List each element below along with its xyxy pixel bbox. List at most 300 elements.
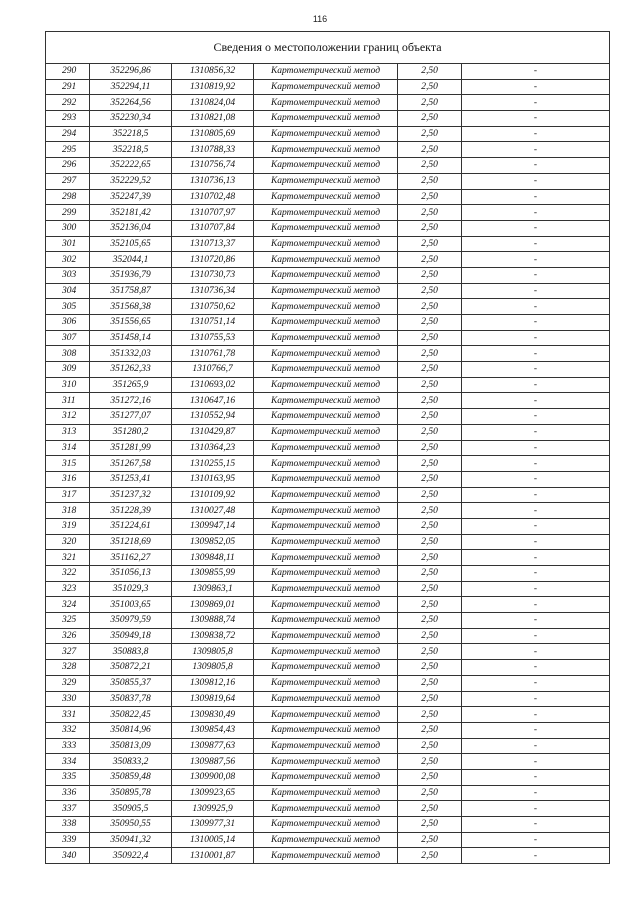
accuracy-cell: 2,50 [398, 377, 462, 393]
table-row [46, 126, 610, 142]
x-coordinate-cell: 350855,37 [90, 675, 172, 691]
accuracy-cell: 2,50 [398, 660, 462, 676]
y-coordinate-cell: 1310255,15 [172, 456, 254, 472]
y-coordinate-cell: 1309869,01 [172, 597, 254, 613]
x-coordinate-cell: 352222,65 [90, 158, 172, 174]
description-cell: - [462, 503, 610, 519]
point-number-cell: 316 [46, 471, 90, 487]
table-row [46, 283, 610, 299]
method-cell: Картометрический метод [254, 79, 398, 95]
y-coordinate-cell: 1310736,13 [172, 173, 254, 189]
x-coordinate-cell: 351162,27 [90, 550, 172, 566]
table-row [46, 738, 610, 754]
table-row [46, 409, 610, 425]
point-number-cell: 330 [46, 691, 90, 707]
accuracy-cell: 2,50 [398, 707, 462, 723]
method-cell: Картометрический метод [254, 518, 398, 534]
method-cell: Картометрический метод [254, 362, 398, 378]
point-number-cell: 305 [46, 299, 90, 315]
accuracy-cell: 2,50 [398, 518, 462, 534]
description-cell: - [462, 722, 610, 738]
method-cell: Картометрический метод [254, 111, 398, 127]
point-number-cell: 333 [46, 738, 90, 754]
method-cell: Картометрический метод [254, 707, 398, 723]
accuracy-cell: 2,50 [398, 79, 462, 95]
accuracy-cell: 2,50 [398, 487, 462, 503]
x-coordinate-cell: 351265,9 [90, 377, 172, 393]
table-row [46, 111, 610, 127]
method-cell: Картометрический метод [254, 832, 398, 848]
description-cell: - [462, 393, 610, 409]
y-coordinate-cell: 1310788,33 [172, 142, 254, 158]
point-number-cell: 321 [46, 550, 90, 566]
table-row [46, 581, 610, 597]
method-cell: Картометрический метод [254, 456, 398, 472]
point-number-cell: 292 [46, 95, 90, 111]
accuracy-cell: 2,50 [398, 205, 462, 221]
y-coordinate-cell: 1309805,8 [172, 644, 254, 660]
x-coordinate-cell: 350814,96 [90, 722, 172, 738]
y-coordinate-cell: 1310756,74 [172, 158, 254, 174]
y-coordinate-cell: 1310702,48 [172, 189, 254, 205]
accuracy-cell: 2,50 [398, 330, 462, 346]
y-coordinate-cell: 1310364,23 [172, 440, 254, 456]
y-coordinate-cell: 1310751,14 [172, 315, 254, 331]
point-number-cell: 332 [46, 722, 90, 738]
description-cell: - [462, 738, 610, 754]
y-coordinate-cell: 1309925,9 [172, 801, 254, 817]
point-number-cell: 299 [46, 205, 90, 221]
y-coordinate-cell: 1310713,37 [172, 236, 254, 252]
y-coordinate-cell: 1310761,78 [172, 346, 254, 362]
table-row [46, 393, 610, 409]
table-row [46, 299, 610, 315]
y-coordinate-cell: 1310819,92 [172, 79, 254, 95]
point-number-cell: 337 [46, 801, 90, 817]
x-coordinate-cell: 352294,11 [90, 79, 172, 95]
method-cell: Картометрический метод [254, 566, 398, 582]
point-number-cell: 331 [46, 707, 90, 723]
table-row [46, 754, 610, 770]
method-cell: Картометрический метод [254, 691, 398, 707]
y-coordinate-cell: 1310163,95 [172, 471, 254, 487]
x-coordinate-cell: 351253,41 [90, 471, 172, 487]
y-coordinate-cell: 1309848,11 [172, 550, 254, 566]
accuracy-cell: 2,50 [398, 409, 462, 425]
table-row [46, 566, 610, 582]
accuracy-cell: 2,50 [398, 832, 462, 848]
table-row [46, 267, 610, 283]
point-number-cell: 320 [46, 534, 90, 550]
description-cell: - [462, 597, 610, 613]
description-cell: - [462, 111, 610, 127]
x-coordinate-cell: 352264,56 [90, 95, 172, 111]
method-cell: Картометрический метод [254, 409, 398, 425]
point-number-cell: 297 [46, 173, 90, 189]
description-cell: - [462, 236, 610, 252]
table-row [46, 660, 610, 676]
method-cell: Картометрический метод [254, 424, 398, 440]
y-coordinate-cell: 1310552,94 [172, 409, 254, 425]
description-cell: - [462, 628, 610, 644]
method-cell: Картометрический метод [254, 660, 398, 676]
point-number-cell: 294 [46, 126, 90, 142]
table-row [46, 785, 610, 801]
table-row [46, 64, 610, 80]
y-coordinate-cell: 1310750,62 [172, 299, 254, 315]
accuracy-cell: 2,50 [398, 738, 462, 754]
point-number-cell: 324 [46, 597, 90, 613]
y-coordinate-cell: 1309887,56 [172, 754, 254, 770]
table-row [46, 158, 610, 174]
y-coordinate-cell: 1310005,14 [172, 832, 254, 848]
point-number-cell: 308 [46, 346, 90, 362]
point-number-cell: 335 [46, 769, 90, 785]
method-cell: Картометрический метод [254, 142, 398, 158]
x-coordinate-cell: 351267,58 [90, 456, 172, 472]
description-cell: - [462, 346, 610, 362]
method-cell: Картометрический метод [254, 613, 398, 629]
accuracy-cell: 2,50 [398, 440, 462, 456]
description-cell: - [462, 95, 610, 111]
x-coordinate-cell: 350941,32 [90, 832, 172, 848]
method-cell: Картометрический метод [254, 126, 398, 142]
y-coordinate-cell: 1310429,87 [172, 424, 254, 440]
y-coordinate-cell: 1309805,8 [172, 660, 254, 676]
x-coordinate-cell: 352229,52 [90, 173, 172, 189]
point-number-cell: 339 [46, 832, 90, 848]
point-number-cell: 326 [46, 628, 90, 644]
table-row [46, 377, 610, 393]
table-row [46, 236, 610, 252]
description-cell: - [462, 377, 610, 393]
table-row [46, 95, 610, 111]
point-number-cell: 334 [46, 754, 90, 770]
method-cell: Картометрический метод [254, 503, 398, 519]
point-number-cell: 317 [46, 487, 90, 503]
x-coordinate-cell: 351568,38 [90, 299, 172, 315]
x-coordinate-cell: 352296,86 [90, 64, 172, 80]
table-row [46, 518, 610, 534]
accuracy-cell: 2,50 [398, 722, 462, 738]
x-coordinate-cell: 351556,65 [90, 315, 172, 331]
point-number-cell: 322 [46, 566, 90, 582]
description-cell: - [462, 267, 610, 283]
method-cell: Картометрический метод [254, 550, 398, 566]
point-number-cell: 291 [46, 79, 90, 95]
table-row [46, 691, 610, 707]
accuracy-cell: 2,50 [398, 785, 462, 801]
accuracy-cell: 2,50 [398, 581, 462, 597]
method-cell: Картометрический метод [254, 173, 398, 189]
table-row [46, 315, 610, 331]
y-coordinate-cell: 1309830,49 [172, 707, 254, 723]
y-coordinate-cell: 1309923,65 [172, 785, 254, 801]
accuracy-cell: 2,50 [398, 534, 462, 550]
method-cell: Картометрический метод [254, 220, 398, 236]
method-cell: Картометрический метод [254, 754, 398, 770]
method-cell: Картометрический метод [254, 236, 398, 252]
accuracy-cell: 2,50 [398, 424, 462, 440]
x-coordinate-cell: 352136,04 [90, 220, 172, 236]
point-number-cell: 307 [46, 330, 90, 346]
method-cell: Картометрический метод [254, 158, 398, 174]
accuracy-cell: 2,50 [398, 644, 462, 660]
description-cell: - [462, 456, 610, 472]
point-number-cell: 328 [46, 660, 90, 676]
y-coordinate-cell: 1309838,72 [172, 628, 254, 644]
description-cell: - [462, 471, 610, 487]
x-coordinate-cell: 350859,48 [90, 769, 172, 785]
point-number-cell: 340 [46, 848, 90, 864]
table-row [46, 487, 610, 503]
table-row [46, 173, 610, 189]
table-row [46, 346, 610, 362]
y-coordinate-cell: 1309852,05 [172, 534, 254, 550]
x-coordinate-cell: 350872,21 [90, 660, 172, 676]
table-row [46, 675, 610, 691]
y-coordinate-cell: 1309977,31 [172, 817, 254, 833]
table-row [46, 424, 610, 440]
y-coordinate-cell: 1310109,92 [172, 487, 254, 503]
accuracy-cell: 2,50 [398, 158, 462, 174]
table-row [46, 817, 610, 833]
x-coordinate-cell: 351003,65 [90, 597, 172, 613]
table-row [46, 613, 610, 629]
y-coordinate-cell: 1310824,04 [172, 95, 254, 111]
table-row [46, 252, 610, 268]
table-row [46, 722, 610, 738]
method-cell: Картометрический метод [254, 471, 398, 487]
y-coordinate-cell: 1309863,1 [172, 581, 254, 597]
x-coordinate-cell: 350895,78 [90, 785, 172, 801]
accuracy-cell: 2,50 [398, 393, 462, 409]
table-row [46, 142, 610, 158]
x-coordinate-cell: 350949,18 [90, 628, 172, 644]
method-cell: Картометрический метод [254, 267, 398, 283]
description-cell: - [462, 252, 610, 268]
point-number-cell: 296 [46, 158, 90, 174]
point-number-cell: 338 [46, 817, 90, 833]
accuracy-cell: 2,50 [398, 267, 462, 283]
x-coordinate-cell: 350979,59 [90, 613, 172, 629]
description-cell: - [462, 315, 610, 331]
x-coordinate-cell: 350950,55 [90, 817, 172, 833]
point-number-cell: 310 [46, 377, 90, 393]
method-cell: Картометрический метод [254, 817, 398, 833]
method-cell: Картометрический метод [254, 597, 398, 613]
method-cell: Картометрический метод [254, 330, 398, 346]
method-cell: Картометрический метод [254, 346, 398, 362]
description-cell: - [462, 440, 610, 456]
y-coordinate-cell: 1310821,08 [172, 111, 254, 127]
method-cell: Картометрический метод [254, 738, 398, 754]
description-cell: - [462, 424, 610, 440]
description-cell: - [462, 64, 610, 80]
y-coordinate-cell: 1310730,73 [172, 267, 254, 283]
accuracy-cell: 2,50 [398, 315, 462, 331]
method-cell: Картометрический метод [254, 283, 398, 299]
point-number-cell: 336 [46, 785, 90, 801]
point-number-cell: 311 [46, 393, 90, 409]
y-coordinate-cell: 1310736,34 [172, 283, 254, 299]
description-cell: - [462, 817, 610, 833]
description-cell: - [462, 675, 610, 691]
point-number-cell: 293 [46, 111, 90, 127]
description-cell: - [462, 330, 610, 346]
x-coordinate-cell: 350813,09 [90, 738, 172, 754]
table-row [46, 534, 610, 550]
table-row [46, 362, 610, 378]
table-row [46, 597, 610, 613]
description-cell: - [462, 581, 610, 597]
point-number-cell: 312 [46, 409, 90, 425]
y-coordinate-cell: 1309877,63 [172, 738, 254, 754]
description-cell: - [462, 832, 610, 848]
x-coordinate-cell: 351936,79 [90, 267, 172, 283]
method-cell: Картометрический метод [254, 785, 398, 801]
point-number-cell: 300 [46, 220, 90, 236]
x-coordinate-cell: 351280,2 [90, 424, 172, 440]
x-coordinate-cell: 351332,03 [90, 346, 172, 362]
x-coordinate-cell: 352247,39 [90, 189, 172, 205]
point-number-cell: 329 [46, 675, 90, 691]
accuracy-cell: 2,50 [398, 503, 462, 519]
accuracy-cell: 2,50 [398, 817, 462, 833]
x-coordinate-cell: 351056,13 [90, 566, 172, 582]
y-coordinate-cell: 1309819,64 [172, 691, 254, 707]
x-coordinate-cell: 351272,16 [90, 393, 172, 409]
accuracy-cell: 2,50 [398, 675, 462, 691]
x-coordinate-cell: 352044,1 [90, 252, 172, 268]
point-number-cell: 295 [46, 142, 90, 158]
point-number-cell: 325 [46, 613, 90, 629]
table-row [46, 628, 610, 644]
table-row [46, 832, 610, 848]
accuracy-cell: 2,50 [398, 236, 462, 252]
description-cell: - [462, 79, 610, 95]
method-cell: Картометрический метод [254, 377, 398, 393]
description-cell: - [462, 220, 610, 236]
table-row [46, 220, 610, 236]
description-cell: - [462, 409, 610, 425]
method-cell: Картометрический метод [254, 299, 398, 315]
accuracy-cell: 2,50 [398, 189, 462, 205]
table-row [46, 550, 610, 566]
description-cell: - [462, 142, 610, 158]
description-cell: - [462, 126, 610, 142]
description-cell: - [462, 173, 610, 189]
method-cell: Картометрический метод [254, 393, 398, 409]
description-cell: - [462, 566, 610, 582]
table-row [46, 440, 610, 456]
table-row [46, 707, 610, 723]
y-coordinate-cell: 1309947,14 [172, 518, 254, 534]
accuracy-cell: 2,50 [398, 142, 462, 158]
x-coordinate-cell: 350883,8 [90, 644, 172, 660]
table-row [46, 205, 610, 221]
y-coordinate-cell: 1310707,84 [172, 220, 254, 236]
description-cell: - [462, 691, 610, 707]
y-coordinate-cell: 1310856,32 [172, 64, 254, 80]
method-cell: Картометрический метод [254, 64, 398, 80]
accuracy-cell: 2,50 [398, 566, 462, 582]
table-row [46, 503, 610, 519]
table-row [46, 471, 610, 487]
y-coordinate-cell: 1309900,08 [172, 769, 254, 785]
table-row [46, 456, 610, 472]
accuracy-cell: 2,50 [398, 613, 462, 629]
description-cell: - [462, 707, 610, 723]
x-coordinate-cell: 351262,33 [90, 362, 172, 378]
y-coordinate-cell: 1309812,16 [172, 675, 254, 691]
method-cell: Картометрический метод [254, 675, 398, 691]
point-number-cell: 306 [46, 315, 90, 331]
x-coordinate-cell: 352218,5 [90, 126, 172, 142]
description-cell: - [462, 550, 610, 566]
description-cell: - [462, 205, 610, 221]
table-row [46, 848, 610, 864]
description-cell: - [462, 487, 610, 503]
point-number-cell: 304 [46, 283, 90, 299]
method-cell: Картометрический метод [254, 769, 398, 785]
description-cell: - [462, 754, 610, 770]
accuracy-cell: 2,50 [398, 299, 462, 315]
x-coordinate-cell: 351029,3 [90, 581, 172, 597]
method-cell: Картометрический метод [254, 440, 398, 456]
method-cell: Картометрический метод [254, 205, 398, 221]
accuracy-cell: 2,50 [398, 628, 462, 644]
point-number-cell: 303 [46, 267, 90, 283]
description-cell: - [462, 362, 610, 378]
method-cell: Картометрический метод [254, 722, 398, 738]
point-number-cell: 290 [46, 64, 90, 80]
point-number-cell: 301 [46, 236, 90, 252]
x-coordinate-cell: 350922,4 [90, 848, 172, 864]
accuracy-cell: 2,50 [398, 173, 462, 189]
x-coordinate-cell: 352218,5 [90, 142, 172, 158]
description-cell: - [462, 283, 610, 299]
method-cell: Картометрический метод [254, 644, 398, 660]
accuracy-cell: 2,50 [398, 346, 462, 362]
x-coordinate-cell: 351277,07 [90, 409, 172, 425]
y-coordinate-cell: 1310755,53 [172, 330, 254, 346]
accuracy-cell: 2,50 [398, 769, 462, 785]
x-coordinate-cell: 351758,87 [90, 283, 172, 299]
description-cell: - [462, 299, 610, 315]
accuracy-cell: 2,50 [398, 691, 462, 707]
table-row [46, 769, 610, 785]
accuracy-cell: 2,50 [398, 220, 462, 236]
x-coordinate-cell: 352181,42 [90, 205, 172, 221]
accuracy-cell: 2,50 [398, 550, 462, 566]
method-cell: Картометрический метод [254, 848, 398, 864]
description-cell: - [462, 518, 610, 534]
x-coordinate-cell: 350905,5 [90, 801, 172, 817]
accuracy-cell: 2,50 [398, 64, 462, 80]
accuracy-cell: 2,50 [398, 597, 462, 613]
accuracy-cell: 2,50 [398, 111, 462, 127]
accuracy-cell: 2,50 [398, 801, 462, 817]
y-coordinate-cell: 1310693,02 [172, 377, 254, 393]
y-coordinate-cell: 1309855,99 [172, 566, 254, 582]
method-cell: Картометрический метод [254, 252, 398, 268]
description-cell: - [462, 644, 610, 660]
description-cell: - [462, 158, 610, 174]
y-coordinate-cell: 1309888,74 [172, 613, 254, 629]
method-cell: Картометрический метод [254, 189, 398, 205]
x-coordinate-cell: 350822,45 [90, 707, 172, 723]
